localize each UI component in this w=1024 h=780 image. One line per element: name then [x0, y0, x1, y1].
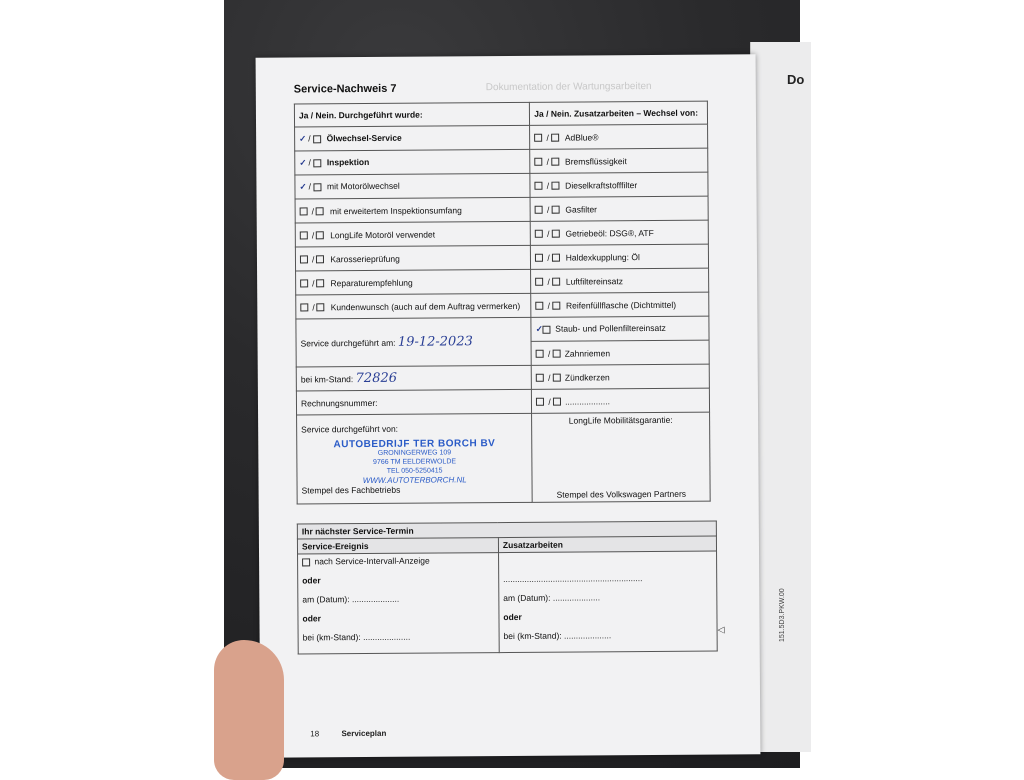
service-booklet-page: [256, 54, 761, 757]
service-date-cell: [296, 317, 532, 367]
next-service-table: [297, 521, 718, 655]
performed-by-cell: [297, 413, 533, 504]
table-row: [295, 172, 708, 199]
checkbox-icon: [300, 208, 308, 216]
mobility-cell: [532, 412, 710, 502]
checkbox-icon: [552, 350, 560, 358]
col-left-header: Ja / Nein. Durchgeführt wurde:: [294, 102, 529, 127]
or-label: oder: [302, 575, 321, 586]
checkbox-icon: [313, 135, 321, 143]
checkbox-icon: [313, 159, 321, 167]
checkbox-icon: [313, 183, 321, 191]
col-extra: Zusatzarbeiten: [498, 536, 716, 553]
checkbox-icon: [316, 256, 324, 264]
extra-km-label: bei (km-Stand): ....................: [503, 630, 612, 642]
thumb: [214, 640, 284, 780]
event-cell: [298, 553, 500, 654]
right-cell: / Luftfiltereinsatz: [531, 268, 709, 293]
left-cell: / Karosserieprüfung: [295, 245, 530, 271]
right-cell: / Getriebeöl: DSG®, ATF: [531, 220, 709, 245]
left-label: Karosserieprüfung: [330, 253, 400, 264]
right-cell: / Gasfilter: [530, 196, 708, 221]
left-cell: / LongLife Motoröl verwendet: [295, 221, 530, 247]
checkbox-icon: [552, 278, 560, 286]
next-km-label: bei (km-Stand): ....................: [302, 631, 411, 643]
table-row: [296, 268, 709, 295]
next-date-label: am (Datum): ....................: [302, 593, 400, 605]
right-extra-0: ✓ Staub- und Pollenfiltereinsatz: [531, 316, 709, 341]
stamp-label: Stempel des Fachbetriebs: [301, 484, 401, 495]
table-row: [295, 124, 708, 151]
invoice-cell: Rechnungsnummer:: [296, 389, 531, 415]
table-row: [295, 196, 708, 223]
table-row: [295, 148, 708, 175]
service-date-value: 19-12-2023: [397, 334, 473, 350]
checkbox-icon: [535, 278, 543, 286]
checkbox-icon: [536, 374, 544, 382]
stamp-url: WWW.AUTOTERBORCH.NL: [362, 474, 467, 485]
checkbox-icon: [552, 254, 560, 262]
right-cell: / Bremsflüssigkeit: [530, 148, 708, 173]
faded-heading: Dokumentation der Wartungsarbeiten: [485, 80, 652, 94]
stamp-name: AUTOBEDRIJF TER BORCH BV: [333, 437, 496, 450]
col-right-header: Ja / Nein. Zusatzarbeiten – Wechsel von:: [530, 101, 708, 125]
checkbox-icon: [300, 304, 308, 312]
checkbox-icon: [551, 206, 559, 214]
km-cell: [296, 365, 531, 391]
right-label: Reifenfüllflasche (Dichtmittel): [565, 299, 677, 311]
performed-by-label: Service durchgeführt von:: [301, 423, 399, 434]
right-label: Haldexkupplung: Öl: [565, 251, 640, 263]
stamp-tel: TEL 050-5250415: [386, 466, 443, 475]
or-label: oder: [302, 613, 321, 624]
right-page-heading: Do: [787, 72, 805, 87]
checkbox-icon: [300, 280, 308, 288]
service-table: [294, 101, 711, 505]
right-label: Getriebeöl: DSG®, ATF: [565, 227, 654, 239]
right-page-code: 151.5D3.PKW.00: [779, 588, 786, 642]
right-extra-2: / Zündkerzen: [532, 364, 710, 389]
checkbox-icon: [551, 182, 559, 190]
photo-background: [224, 0, 805, 768]
page-title: Service-Nachweis 7: [293, 82, 397, 96]
right-cell: / Dieselkraftstofffilter: [530, 172, 708, 197]
right-cell: / AdBlue®: [530, 124, 708, 149]
right-label: Dieselkraftstofffilter: [565, 179, 638, 191]
checkbox-icon: [300, 256, 308, 264]
left-label: Inspektion: [326, 156, 370, 168]
checkbox-icon: [536, 302, 544, 310]
col-event: Service-Ereignis: [297, 538, 498, 554]
stamp-city: 9766 TM EELDERWOLDE: [373, 457, 457, 466]
check-mark-icon: ✓: [299, 181, 307, 192]
right-label: Gasfilter: [565, 203, 598, 215]
service-date-label: Service durchgeführt am:: [300, 337, 396, 349]
left-label: mit Motorölwechsel: [326, 180, 400, 192]
right-cell: / Reifenfüllflasche (Dichtmittel): [531, 292, 709, 317]
checkbox-icon: [551, 134, 559, 142]
page-number: 18: [310, 729, 320, 739]
right-extra-1: / Zahnriemen: [531, 340, 709, 365]
left-label: Ölwechsel-Service: [326, 132, 402, 144]
checkbox-icon: [316, 208, 324, 216]
right-label: Bremsflüssigkeit: [564, 155, 627, 167]
checkbox-icon: [536, 350, 544, 358]
checkbox-icon: [535, 182, 543, 190]
right-label: AdBlue®: [564, 131, 599, 143]
left-label: mit erweitertem Inspektionsumfang: [329, 204, 462, 216]
right-label: Luftfiltereinsatz: [565, 275, 624, 287]
extra-date-label: am (Datum): ....................: [503, 592, 601, 604]
checkbox-icon: [535, 230, 543, 238]
checkbox-icon: [317, 304, 325, 312]
checkbox-icon: [551, 230, 559, 238]
dealer-stamp: [301, 438, 528, 485]
right-cell: / Haldexkupplung: Öl: [531, 244, 709, 269]
checkbox-icon: [535, 206, 543, 214]
mobility-label: LongLife Mobilitätsgarantie:: [568, 414, 673, 426]
table-row: [296, 292, 709, 319]
checkbox-icon: [543, 325, 551, 333]
left-cell: ✓ / Inspektion: [295, 149, 530, 175]
left-cell: / mit erweitertem Inspektionsumfang: [295, 197, 530, 223]
check-mark-icon: ✓: [299, 157, 307, 168]
check-mark-icon: ✓: [535, 323, 543, 334]
interval-label: nach Service-Intervall-Anzeige: [314, 555, 430, 567]
partner-stamp-label: Stempel des Volkswagen Partners: [556, 488, 687, 500]
left-label: Kundenwunsch (auch auf dem Auftrag vermerken): [330, 300, 521, 312]
or-label: oder: [503, 611, 522, 623]
checkbox-icon: [551, 158, 559, 166]
left-label: LongLife Motoröl verwendet: [330, 229, 436, 240]
checkbox-icon: [316, 232, 324, 240]
checkbox-icon: [302, 558, 310, 566]
checkbox-icon: [535, 158, 543, 166]
stamp-street: GRONINGERWEG 109: [377, 448, 452, 457]
extra-dots: ...........................................................: [503, 573, 643, 585]
page-footer: [310, 729, 386, 739]
left-cell: / Reparaturempfehlung: [296, 269, 531, 295]
checkbox-icon: [552, 302, 560, 310]
checkbox-icon: [534, 134, 542, 142]
left-label: Reparaturempfehlung: [330, 277, 413, 288]
table-row: [295, 244, 708, 271]
triangle-icon: ◁: [717, 624, 725, 635]
left-cell: / Kundenwunsch (auch auf dem Auftrag vermerken): [296, 293, 531, 319]
footer-label: Serviceplan: [341, 728, 387, 739]
checkbox-icon: [316, 280, 324, 288]
checkbox-icon: [535, 254, 543, 262]
right-extra-3: / ...................: [532, 388, 710, 413]
left-cell: ✓ / Ölwechsel-Service: [295, 125, 530, 151]
checkbox-icon: [553, 398, 561, 406]
km-value: 72826: [355, 370, 398, 387]
left-cell: ✓ / mit Motorölwechsel: [295, 173, 530, 199]
checkbox-icon: [552, 374, 560, 382]
checkbox-icon: [536, 398, 544, 406]
extra-cell: [498, 551, 717, 653]
check-mark-icon: ✓: [299, 133, 307, 144]
next-service-title: Ihr nächster Service-Termin: [297, 521, 716, 539]
km-label: bei km-Stand:: [300, 374, 354, 385]
table-row: [295, 220, 708, 247]
checkbox-icon: [300, 232, 308, 240]
